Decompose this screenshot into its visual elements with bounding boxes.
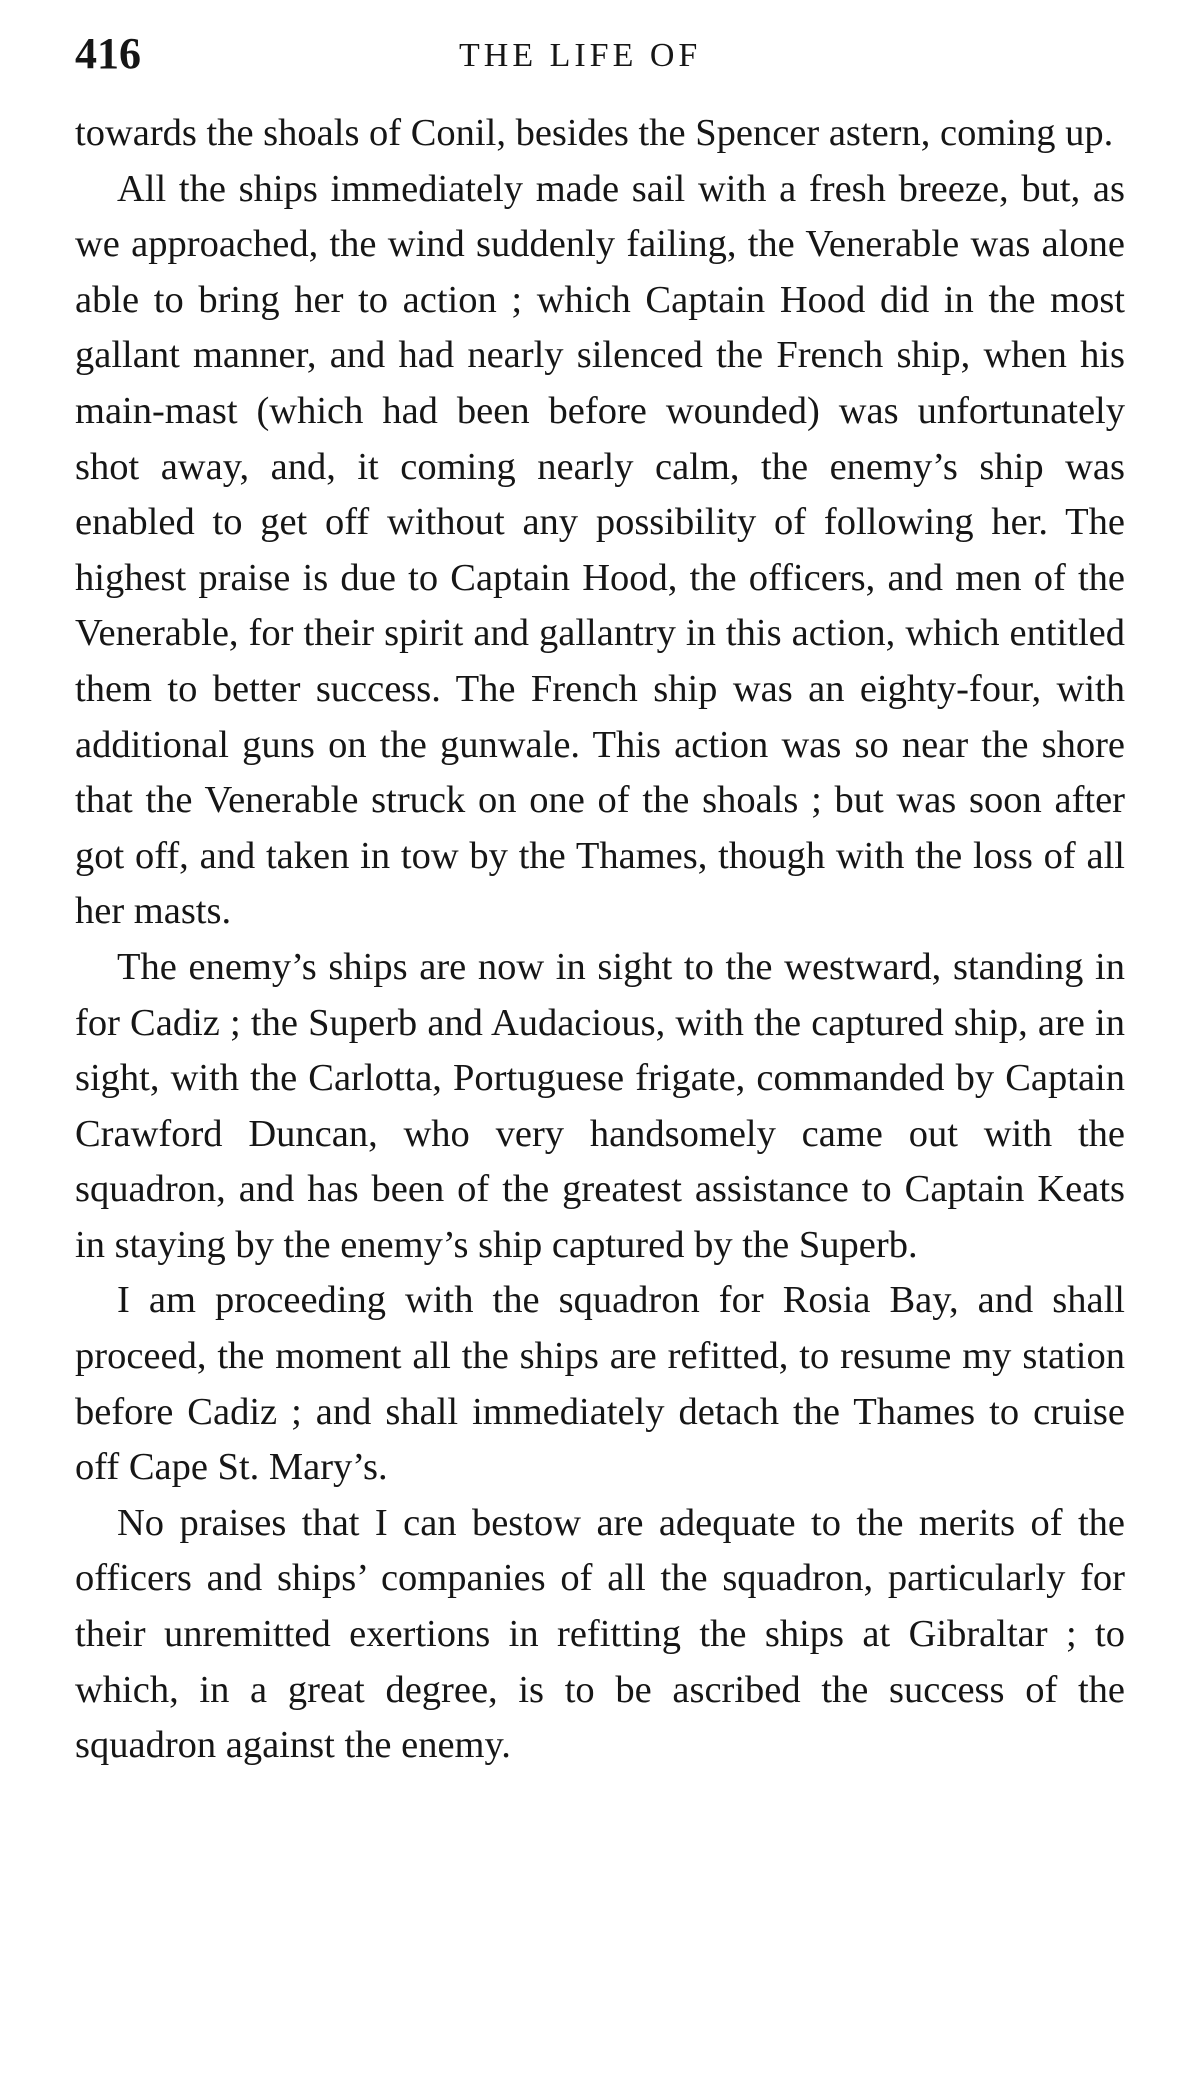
page-number: 416 xyxy=(75,29,141,78)
paragraph: The enemy’s ships are now in sight to the westward, standing in for Cadiz ; the Superb and Audacious, with the captured ship, are in sight, with the Carlotta, Portuguese frigate, commanded by Captain Crawford Duncan, who very handsomely came out with the squadron, and has been of the greatest assistance to Captain Keats in staying by the enemy’s ship captured by the Superb. xyxy=(75,945,1125,1266)
running-title: THE LIFE OF xyxy=(459,37,702,74)
body-text xyxy=(75,106,1125,1774)
paragraph: I am proceeding with the squadron for Rosia Bay, and shall proceed, the moment all the ships are refitted, to resume my station before Cadiz ; and shall immediately detach the Thames to cruise off Cape St. Mary’s. xyxy=(75,1279,1125,1489)
paragraph: No praises that I can bestow are adequate to the merits of the officers and ships’ companies of all the squadron, particularly for their unremitted exertions in refitting the ships at Gibraltar ; to which, in a great degree, is to be ascribed the success of the squadron against the enemy. xyxy=(75,1501,1125,1767)
page-header xyxy=(75,24,1125,84)
paragraph-continued: towards the shoals of Conil, besides the Spencer astern, coming up. xyxy=(75,112,1114,154)
paragraph: All the ships immediately made sail with a fresh breeze, but, as we approached, the wind suddenly failing, the Venerable was alone able to bring her to action ; which Captain Hood did in the most gallant manner, and had nearly silenced the French ship, when his main-mast (which had been before wounded) was unfortunately shot away, and, it coming nearly calm, the enemy’s ship was enabled to get off without any possibility of following her. The highest praise is due to Captain Hood, the officers, and men of the Venerable, for their spirit and gallantry in this action, which entitled them to better success. The French ship was an eighty-four, with additional guns on the gunwale. This action was so near the shore that the Venerable struck on one of the shoals ; but was soon after got off, and taken in tow by the Thames, though with the loss of all her masts. xyxy=(75,167,1125,933)
